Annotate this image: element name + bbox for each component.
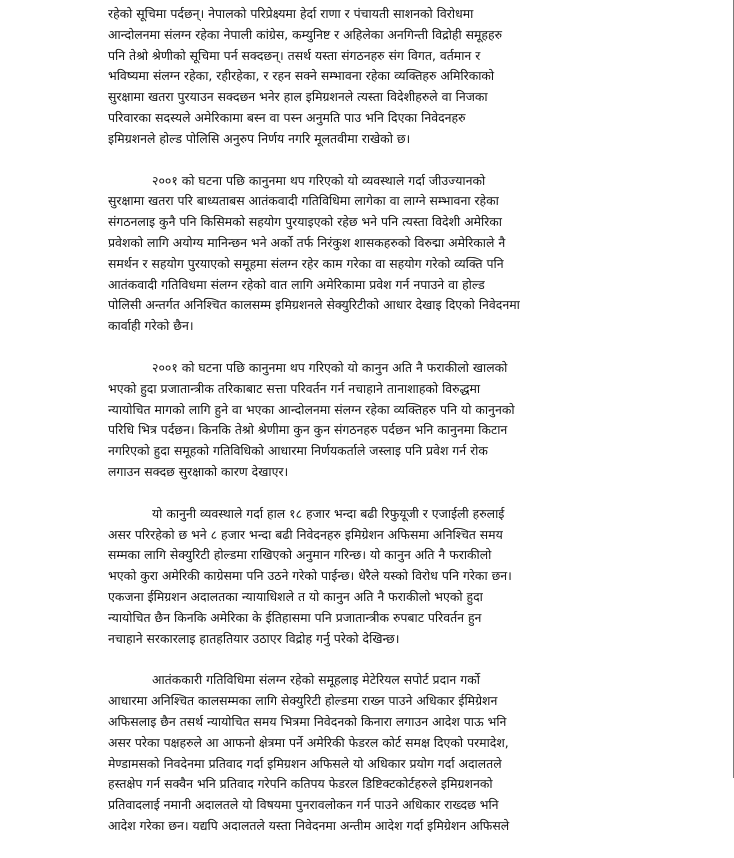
text-line: आतंकवादी गतिविधमा संलग्न रहेको वात लागि अमेरिकामा प्रवेश गर्न नपाउने वा होल्ड [108,276,485,292]
paragraph-5 [108,670,648,836]
text-line: अफिसलाइ छैन तसर्थ न्यायोचित समय भित्रमा निवेदनको किनारा लगाउन आदेश पाऊ भनि [108,713,507,729]
text-line: २००१ को घटना पछि कानुनमा थप गरिएको यो व्यवस्थाले गर्दा जीउज्यानको [152,172,486,188]
text-line: संगठनलाइ कुनै पनि किसिमको सहयोग पुरयाइएको रहेछ भने पनि त्यस्ता विदेशी अमेरिका [108,214,503,230]
text-line: इमिग्रशनले होल्ड पोलिसि अनुरुप निर्णय नगरि मूलतवीमा राखेको छ। [108,130,411,146]
text-line: न्यायोचित मागको लागि हुने वा भएका आन्दोलनमा संलग्न रहेका व्यक्तिहरु पनि यो कानुनको [108,401,515,417]
text-line: आदेश गरेका छन। यद्यपि अदालतले यस्ता निवेदनमा अन्तीम आदेश गर्दा इमिग्रेशन अफिसले [108,817,510,833]
text-line: एकजना ईमिग्रशन अदालतका न्यायाधिशले त यो कानुन अति नै फराकीलो भएको हुदा [108,588,483,604]
paragraph-2 [108,171,648,337]
text-line: २००१ को घटना पछि कानुनमा थप गरिएको यो कानुन अति नै फराकीलो खालको [152,359,508,375]
text-line: मेण्डामसको निवदेनमा प्रतिवाद गर्दा इमिग्रशन अफिसले यो अधिकार प्रयोग गर्दा अदालतले [108,755,502,771]
text-line: भएको हुदा प्रजातान्त्रीक तरिकाबाट सत्ता परिवर्तन गर्न नचाहाने तानाशाहको विरुद्धमा [108,380,481,396]
text-line: भविष्यमा संलग्न रहेका, रहीरहेका, र रहन सक्ने सम्भावना रहेका व्यक्तिहरु अमिरिकाको [108,68,495,84]
text-line: सुरक्षामा खतरा पुरयाउन सक्दछन भनेर हाल इमिग्रशनले त्यस्ता विदेशीहरुले वा निजका [108,89,488,105]
text-line: कार्वाही गरेको छैन। [108,318,194,334]
text-line: आधारमा अनिश्चित कालसम्मका लागि सेक्युरिटी होल्डमा राख्न पाउने अधिकार ईमिग्रेशन [108,693,498,709]
text-line: परिधि भित्र पर्दछन। किनकि तेश्रो श्रेणीमा कुन कुन संगठनहरु पर्दछन भनि कानुनमा किटान [108,422,508,438]
text-line: सम्मका लागि सेक्युरिटी होल्डमा राखिएको अनुमान गरिन्छ। यो कानुन अति नै फराकीलो [108,547,492,563]
text-line: भएको कुरा अमेरिकी काग्रेसमा पनि उठने गरेको पाईन्छ। धेरैले यस्को विरोध पनि गरेका छन। [108,568,512,584]
text-line: पनि तेश्रो श्रेणीको सूचिमा पर्न सक्दछन्। तसर्थ यस्ता संगठनहरु संग विगत, वर्तमान र [108,47,481,63]
text-line: पोलिसी अन्तर्गत अनिश्चित कालसम्म इमिग्रशनले सेक्युरिटीको आधार देखाइ दिएको निवेदनमा [108,297,520,313]
text-line: प्रवेशको लागि अयोग्य मानिन्छन भने अर्को तर्फ निरंकुश शासकहरुको विरुद्मा अमेरिकाले नै [108,234,506,250]
text-line: नचाहाने सरकारलाइ हातहतियार उठाएर विद्रोह गर्नु परेको देखिन्छ। [108,630,400,646]
text-line: यो कानुनी व्यवस्थाले गर्दा हाल १८ हजार भन्दा बढी रिफुयूजी र एजाईली हरुलाई [152,505,505,521]
text-line: रहेको सूचिमा पर्दछन्। नेपालको परिप्रेक्ष्यमा हेर्दा राणा र पंचायती साशनको विरोधमा [108,6,474,21]
text-line: आतंककारी गतिविधिमा संलग्न रहेको समूहलाइ मेटेरियल सपोर्ट प्रदान गर्को [152,672,480,688]
paragraph-3 [108,358,648,483]
text-line: न्यायोचित छैन किनकि अमेरिका के ईतिहासमा पनि प्रजातान्त्रीक रुपबाट परिवर्तन हुन [108,609,482,625]
text-line: सुरक्षामा खतरा परि बाध्यताबस आतंकवादी गतिविधिमा लागेका वा लाग्ने सम्भावना रहेका [108,193,499,209]
text-line: परिवारका सदस्यले अमेरिकामा बस्न वा पस्न अनुमति पाउ भनि दिएका निवेदनहरु [108,109,466,125]
text-line: प्रतिवादलाई नमानी अदालतले यो विषयमा पुनरावलोकन गर्न पाउने अधिकार राख्दछ भनि [108,797,499,813]
text-line: लगाउन सक्दछ सुरक्षाको कारण देखाएर। [108,463,289,479]
text-line: असर परेका पक्षहरुले आ आफनो क्षेत्रमा पर्ने अमेरिकी फेडरल कोर्ट समक्ष दिएको परमादेश, [108,734,509,750]
document-body [108,4,648,858]
paragraph-1 [108,4,648,150]
text-line: नगरिएको हुदा समूहको गतिविधिको आधारमा निर्णयकर्ताले जस्लाइ पनि प्रवेश गर्न रोक [108,443,488,459]
text-line: असर परिरहेको छ भने ८ हजार भन्दा बढी निवेदनहरु इमिग्रेशन अफिसमा अनिश्चित समय [108,526,503,542]
text-line: समर्थन र सहयोग पुरयाएको समूहमा संलग्न रहेर काम गरेका वा सहयोग गरेको व्यक्ति पनि [108,255,504,271]
paragraph-4 [108,504,648,650]
text-line: हस्तक्षेप गर्न सक्वैन भनि प्रतिवाद गरेपनि कतिपय फेडरल डिष्टिक्टकोर्टहरुले इमिग्रशनको [108,776,493,792]
text-line: आन्दोलनमा संलग्न रहेका नेपाली कांग्रेस, कम्युनिष्ट र अहिलेका अनगिन्ती विद्रोही समूहहरु [108,26,502,42]
